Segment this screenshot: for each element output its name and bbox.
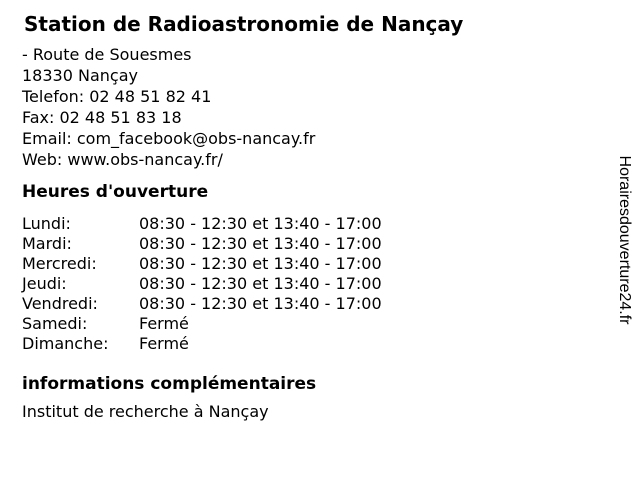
address-street: - Route de Souesmes [22, 45, 192, 64]
hours-row-saturday [22, 314, 382, 334]
day-label: Mercredi: [22, 254, 97, 273]
day-label: Samedi: [22, 314, 88, 333]
info-heading: informations complémentaires [22, 374, 317, 394]
email-line: Email: com_facebook@obs-nancay.fr [22, 129, 316, 148]
hours-row-friday [22, 294, 382, 314]
hours-heading: Heures d'ouverture [22, 182, 209, 202]
day-hours: 08:30 - 12:30 et 13:40 - 17:00 [139, 274, 382, 293]
hours-row-tuesday [22, 234, 382, 254]
address-city: 18330 Nançay [22, 66, 138, 85]
info-text: Institut de recherche à Nançay [22, 402, 269, 421]
page-title: Station de Radioastronomie de Nançay [24, 12, 464, 36]
brand-watermark: Horairesdouverture24.fr [616, 155, 633, 325]
phone-line: Telefon: 02 48 51 82 41 [22, 87, 212, 106]
day-label: Mardi: [22, 234, 72, 253]
day-label: Jeudi: [22, 274, 67, 293]
web-line: Web: www.obs-nancay.fr/ [22, 150, 223, 169]
day-hours: 08:30 - 12:30 et 13:40 - 17:00 [139, 214, 382, 233]
day-hours: Fermé [139, 314, 189, 333]
contact-block [22, 44, 315, 170]
day-label: Dimanche: [22, 334, 109, 353]
hours-row-thursday [22, 274, 382, 294]
hours-table [22, 214, 382, 354]
day-hours: Fermé [139, 334, 189, 353]
day-hours: 08:30 - 12:30 et 13:40 - 17:00 [139, 294, 382, 313]
day-hours: 08:30 - 12:30 et 13:40 - 17:00 [139, 254, 382, 273]
hours-row-monday [22, 214, 382, 234]
hours-row-wednesday [22, 254, 382, 274]
day-label: Vendredi: [22, 294, 98, 313]
hours-row-sunday [22, 334, 382, 354]
day-label: Lundi: [22, 214, 71, 233]
fax-line: Fax: 02 48 51 83 18 [22, 108, 182, 127]
day-hours: 08:30 - 12:30 et 13:40 - 17:00 [139, 234, 382, 253]
